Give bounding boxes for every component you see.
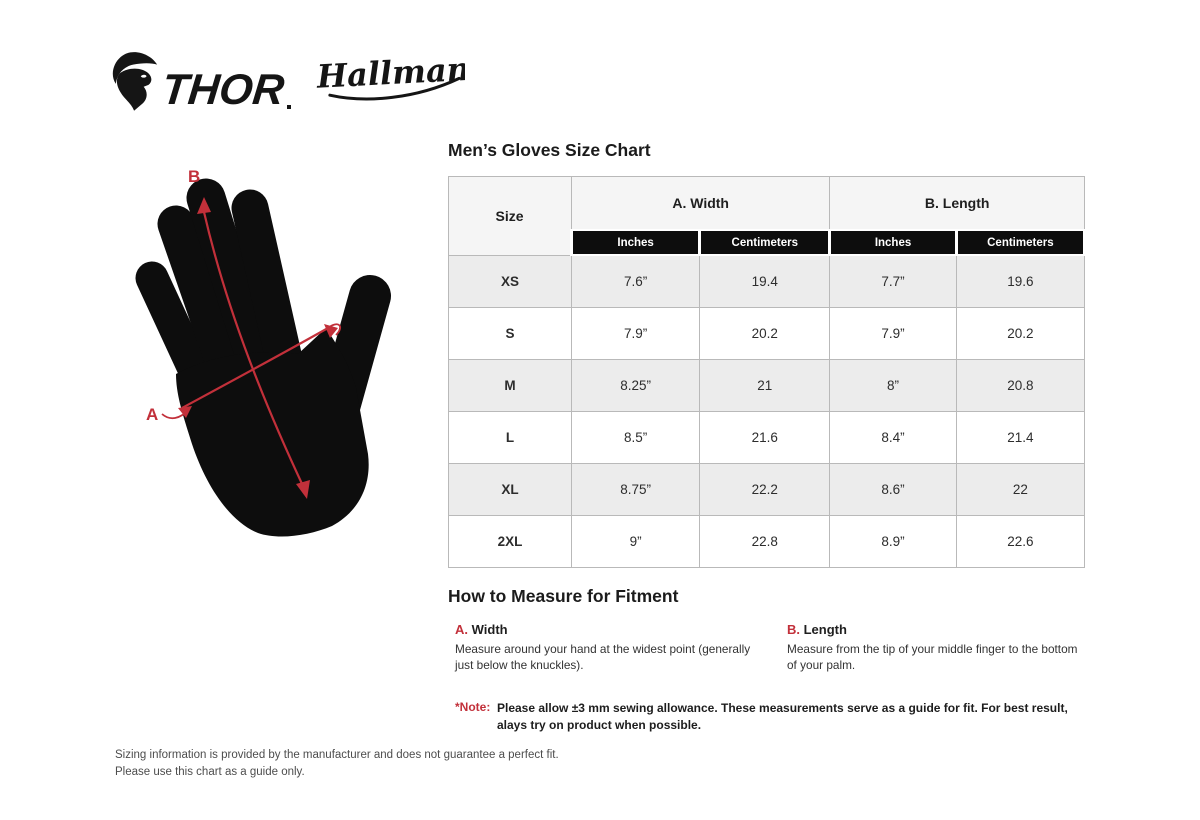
length-cm-value: 22 bbox=[956, 464, 1084, 516]
length-cm-value: 20.2 bbox=[956, 308, 1084, 360]
width-cm-value: 21 bbox=[700, 360, 830, 412]
hallman-wordmark: Hallman bbox=[315, 49, 465, 96]
length-inches-value: 7.9” bbox=[830, 308, 956, 360]
measure-width-block bbox=[455, 622, 755, 674]
length-inches-value: 7.7” bbox=[830, 255, 956, 308]
width-inches-value: 7.6” bbox=[571, 255, 699, 308]
width-inches-value: 9” bbox=[571, 516, 699, 568]
disclaimer-line-2: Please use this chart as a guide only. bbox=[115, 766, 305, 779]
measure-length-prefix: B. bbox=[787, 622, 800, 637]
measure-width-prefix: A. bbox=[455, 622, 468, 637]
sizing-disclaimer bbox=[115, 747, 559, 782]
brand-logos bbox=[112, 48, 465, 114]
width-cm-value: 22.2 bbox=[700, 464, 830, 516]
size-chart-table bbox=[448, 176, 1086, 568]
measure-width-description: Measure around your hand at the widest point (generally just below the knuckles). bbox=[455, 642, 751, 673]
length-cm-value: 20.8 bbox=[956, 360, 1084, 412]
note-text: Please allow ±3 mm sewing allowance. These measurements serve as a guide for fit. For best result, alays try on product when possible. bbox=[497, 701, 1068, 732]
table-row-xs bbox=[449, 255, 1085, 308]
diagram-label-b: B bbox=[188, 167, 201, 186]
diagram-label-a: A bbox=[146, 405, 159, 424]
column-header-width: A. Width bbox=[571, 177, 829, 231]
unit-header-centimeters-b: Centimeters bbox=[956, 230, 1084, 255]
length-cm-value: 19.6 bbox=[956, 255, 1084, 308]
width-cm-value: 22.8 bbox=[700, 516, 830, 568]
unit-header-centimeters-a: Centimeters bbox=[700, 230, 830, 255]
width-inches-value: 8.75” bbox=[571, 464, 699, 516]
length-inches-value: 8.6” bbox=[830, 464, 956, 516]
size-value: M bbox=[449, 360, 572, 412]
size-value: XS bbox=[449, 255, 572, 308]
width-inches-value: 8.5” bbox=[571, 412, 699, 464]
measure-length-description: Measure from the tip of your middle finger to the bottom of your palm. bbox=[787, 642, 1078, 673]
size-value: 2XL bbox=[449, 516, 572, 568]
how-to-measure-title: How to Measure for Fitment bbox=[448, 586, 679, 606]
width-cm-value: 20.2 bbox=[700, 308, 830, 360]
table-header-row bbox=[449, 177, 1085, 231]
column-header-length: B. Length bbox=[830, 177, 1085, 231]
length-inches-value: 8.4” bbox=[830, 412, 956, 464]
width-inches-value: 7.9” bbox=[571, 308, 699, 360]
length-cm-value: 21.4 bbox=[956, 412, 1084, 464]
size-value: L bbox=[449, 412, 572, 464]
size-value: XL bbox=[449, 464, 572, 516]
measure-length-heading bbox=[787, 622, 1079, 637]
length-cm-value: 22.6 bbox=[956, 516, 1084, 568]
thor-logo bbox=[112, 50, 291, 112]
measure-width-heading bbox=[455, 622, 755, 637]
note-label: *Note: bbox=[455, 700, 491, 714]
unit-header-inches-b: Inches bbox=[830, 230, 956, 255]
column-header-size: Size bbox=[449, 177, 572, 256]
measure-length-block bbox=[787, 622, 1079, 674]
sizing-note bbox=[455, 700, 1075, 734]
table-row-xl bbox=[449, 464, 1085, 516]
table-row-s bbox=[449, 308, 1085, 360]
thor-wordmark: THOR bbox=[159, 66, 287, 114]
width-cm-value: 19.4 bbox=[700, 255, 830, 308]
width-cm-value: 21.6 bbox=[700, 412, 830, 464]
disclaimer-line-1: Sizing information is provided by the manufacturer and does not guarantee a perfect fit. bbox=[115, 749, 559, 761]
unit-header-inches-a: Inches bbox=[571, 230, 699, 255]
measure-length-label: Length bbox=[800, 622, 847, 637]
hand-measurement-diagram bbox=[118, 156, 438, 548]
table-row-l bbox=[449, 412, 1085, 464]
thor-trademark-dot bbox=[287, 105, 291, 109]
size-chart-title: Men’s Gloves Size Chart bbox=[448, 140, 651, 160]
table-row-2xl bbox=[449, 516, 1085, 568]
width-inches-value: 8.25” bbox=[571, 360, 699, 412]
length-inches-value: 8.9” bbox=[830, 516, 956, 568]
table-row-m bbox=[449, 360, 1085, 412]
length-inches-value: 8” bbox=[830, 360, 956, 412]
size-value: S bbox=[449, 308, 572, 360]
thor-goat-icon bbox=[112, 50, 160, 112]
hallman-logo bbox=[315, 48, 465, 111]
measure-width-label: Width bbox=[468, 622, 508, 637]
